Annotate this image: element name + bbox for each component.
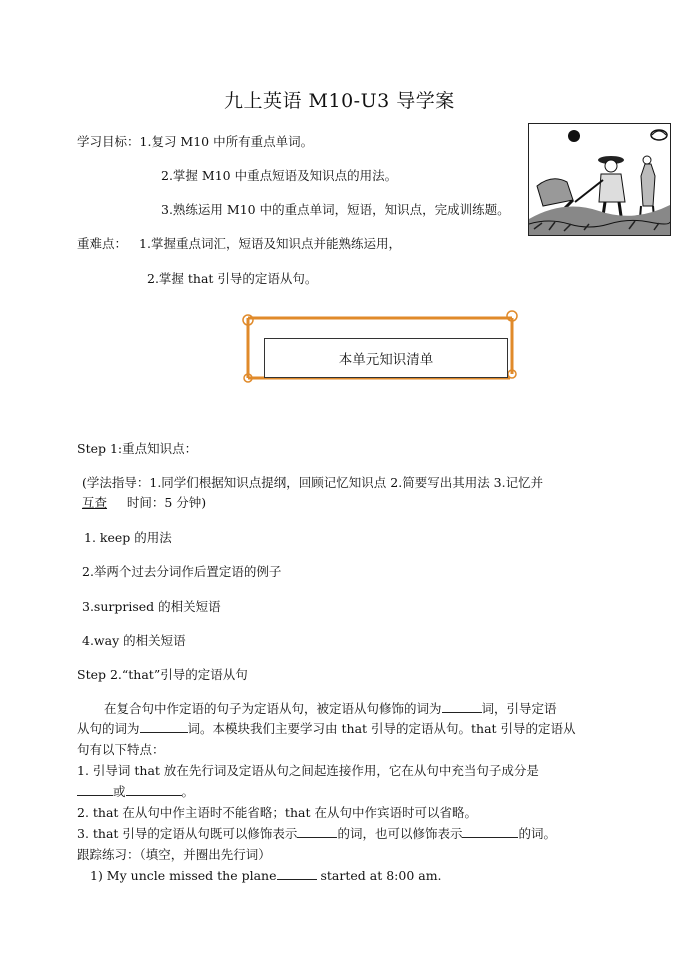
answer-blank[interactable] (277, 867, 317, 880)
difficulties-label: 重难点： (77, 236, 128, 251)
step1-guide-line2 (82, 494, 206, 512)
step1-item: 2.举两个过去分词作后置定语的例子 (82, 564, 282, 579)
farmer-illustration (528, 123, 671, 236)
para-text: 词。本模块我们主要学习由 that 引导的定语从句。that 引导的定语从 (187, 721, 576, 736)
para-text: 从句的词为 (77, 721, 140, 736)
exercise-text: started at 8:00 am. (316, 868, 442, 883)
objective-item: 1.复习 M10 中所有重点单词。 (139, 134, 314, 149)
guide-underlined-text: 互查 (82, 495, 108, 510)
step2-point2: 2. that 在从句中作主语时不能省略；that 在从句中作宾语时可以省略。 (77, 805, 477, 820)
para-text: 词，引导定语 (481, 701, 557, 716)
step1-heading: Step 1:重点知识点： (77, 441, 198, 456)
step2-point1-line2 (77, 783, 194, 801)
point-text: 3. that 引导的定语从句既可以修饰表示 (77, 826, 298, 841)
step1-item: 4.way 的相关短语 (82, 633, 186, 648)
exercise-1 (90, 867, 442, 885)
step2-para-line2 (77, 720, 576, 738)
objective-item: 3.熟练运用 M10 中的重点单词，短语，知识点，完成训练题。 (161, 202, 510, 217)
answer-blank[interactable] (140, 720, 188, 733)
answer-blank[interactable] (462, 825, 518, 838)
step1-item: 3.surprised 的相关短语 (82, 599, 221, 614)
step1-item: 1. keep 的用法 (84, 530, 172, 545)
page-title: 九上英语 M10-U3 导学案 (224, 90, 455, 112)
guide-time-text: 时间：5 分钟) (107, 495, 207, 510)
practice-label: 跟踪练习：（填空，并圈出先行词） (77, 847, 271, 862)
objectives-label: 学习目标： (77, 134, 140, 149)
step2-heading: Step 2.“that”引导的定语从句 (77, 667, 248, 682)
answer-blank[interactable] (442, 700, 482, 713)
answer-blank[interactable] (77, 783, 113, 796)
step2-para-line3: 句有以下特点： (77, 742, 165, 757)
farmer-drawing-icon (529, 124, 670, 235)
knowledge-list-banner (264, 338, 508, 378)
objectives-row-1 (77, 133, 313, 151)
para-text: 在复合句中作定语的句子为定语从句，被定语从句修饰的词为 (104, 701, 442, 716)
exercise-text: 1) My uncle missed the plane (90, 868, 277, 883)
point-text: 的词。 (518, 826, 556, 841)
point-text: 的词，也可以修饰表示 (337, 826, 463, 841)
point-text: 或 (113, 784, 126, 799)
step2-point1-line1: 1. 引导词 that 放在先行词及定语从句之间起连接作用，它在从句中充当句子成分是 (77, 763, 539, 778)
difficulties-row-1 (77, 235, 401, 253)
step2-para-line1 (104, 700, 557, 718)
banner-title: 本单元知识清单 (338, 352, 434, 368)
answer-blank[interactable] (297, 825, 337, 838)
difficulty-item: 2.掌握 that 引导的定语从句。 (147, 271, 318, 286)
objective-item: 2.掌握 M10 中重点短语及知识点的用法。 (161, 168, 398, 183)
answer-blank[interactable] (126, 783, 182, 796)
step1-guide-line1: (学法指导：1.同学们根据知识点提纲，回顾记忆知识点 2.简要写出其用法 3.记忆并 (82, 475, 544, 490)
step2-point3 (77, 825, 556, 843)
point-text: 。 (181, 784, 195, 799)
difficulty-item: 1.掌握重点词汇，短语及知识点并能熟练运用， (139, 236, 401, 251)
